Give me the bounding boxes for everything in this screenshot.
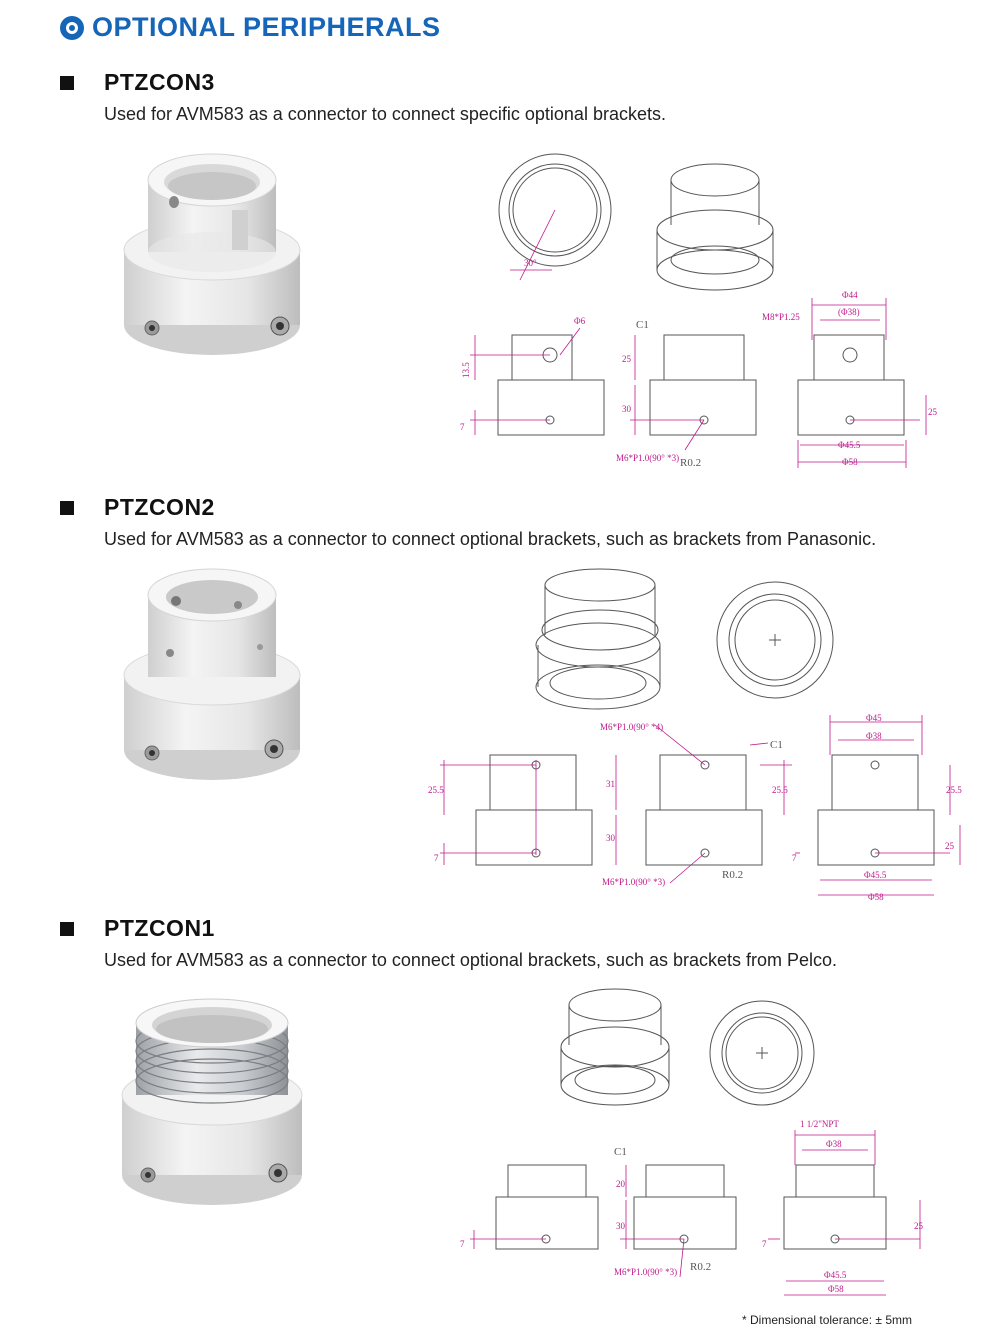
dim-d45-5: Φ45.5: [824, 1270, 847, 1280]
dim-angle: 30°: [524, 258, 537, 268]
dim-7: 7: [460, 422, 465, 432]
dim-m8: M8*P1.25: [762, 312, 800, 322]
dim-d44: Φ44: [842, 290, 858, 300]
circle-bullet-icon: [60, 16, 84, 40]
product-description: Used for AVM583 as a connector to connect optional brackets, such as brackets from Panasonic.: [104, 529, 877, 549]
dim-c1: C1: [614, 1146, 627, 1158]
tolerance-footnote: * Dimensional tolerance: ± 5mm: [742, 1313, 912, 1327]
section-title-ptzcon2: [60, 494, 215, 521]
dim-25: 25: [622, 354, 631, 364]
square-bullet-icon: [60, 76, 74, 90]
dim-m6-3: M6*P1.0(90° *3): [602, 877, 666, 887]
dim-m6: M6*P1.0(90° *3): [616, 453, 680, 463]
ptzcon2-photo: [112, 565, 312, 785]
square-bullet-icon: [60, 922, 74, 936]
dim-7: 7: [434, 853, 439, 863]
ptzcon3-technical-drawing: [440, 150, 960, 480]
dim-30: 30: [622, 404, 631, 414]
product-description: Used for AVM583 as a connector to connect optional brackets, such as brackets from Pelco.: [104, 950, 838, 970]
dim-d38: (Φ38): [838, 307, 860, 317]
dim-npt: 1 1/2"NPT: [800, 1119, 839, 1129]
dim-25: 25: [945, 841, 954, 851]
ptzcon2-technical-drawing: [420, 565, 965, 905]
ptzcon1-technical-drawing: [450, 985, 950, 1305]
dim-c1: C1: [770, 739, 783, 751]
section-title-ptzcon1: [60, 915, 215, 942]
page-header: [60, 12, 441, 43]
section-title-ptzcon3: [60, 69, 215, 96]
dim-d45-5: Φ45.5: [838, 440, 861, 450]
dim-r02: R0.2: [690, 1261, 712, 1273]
dim-30: 30: [616, 1221, 625, 1231]
product-description: Used for AVM583 as a connector to connect specific optional brackets.: [104, 104, 666, 124]
dim-7: 7: [460, 1239, 465, 1249]
dim-m6-4: M6*P1.0(90° *4): [600, 722, 664, 732]
dim-d58: Φ58: [828, 1284, 844, 1294]
square-bullet-icon: [60, 501, 74, 515]
dim-25b: 25: [928, 407, 937, 417]
dim-d38: Φ38: [826, 1139, 842, 1149]
ptzcon3-photo: [112, 140, 312, 360]
dim-20: 20: [616, 1179, 625, 1189]
dim-13-5: 13.5: [461, 362, 471, 378]
dim-r02: R0.2: [722, 869, 744, 881]
dim-31: 31: [606, 779, 615, 789]
product-name: PTZCON3: [104, 69, 215, 95]
dim-d45: Φ45: [866, 713, 882, 723]
dim-25-5b: 25.5: [772, 785, 788, 795]
dim-m6: M6*P1.0(90° *3): [614, 1267, 678, 1277]
dim-25-5: 25.5: [428, 785, 444, 795]
ptzcon1-photo: [112, 985, 312, 1205]
product-name: PTZCON2: [104, 494, 215, 520]
dim-25-5c: 25.5: [946, 785, 962, 795]
dim-d58: Φ58: [842, 457, 858, 467]
dim-7b: 7: [762, 1239, 767, 1249]
dim-d58: Φ58: [868, 892, 884, 902]
page-title: OPTIONAL PERIPHERALS: [92, 12, 441, 42]
dim-c1: C1: [636, 319, 649, 331]
dim-25: 25: [914, 1221, 923, 1231]
dim-d38: Φ38: [866, 731, 882, 741]
dim-d6: Φ6: [574, 316, 586, 326]
dim-r02: R0.2: [680, 457, 702, 469]
product-name: PTZCON1: [104, 915, 215, 941]
dim-7b: 7: [792, 853, 797, 863]
dim-d45-5: Φ45.5: [864, 870, 887, 880]
dim-30: 30: [606, 833, 615, 843]
